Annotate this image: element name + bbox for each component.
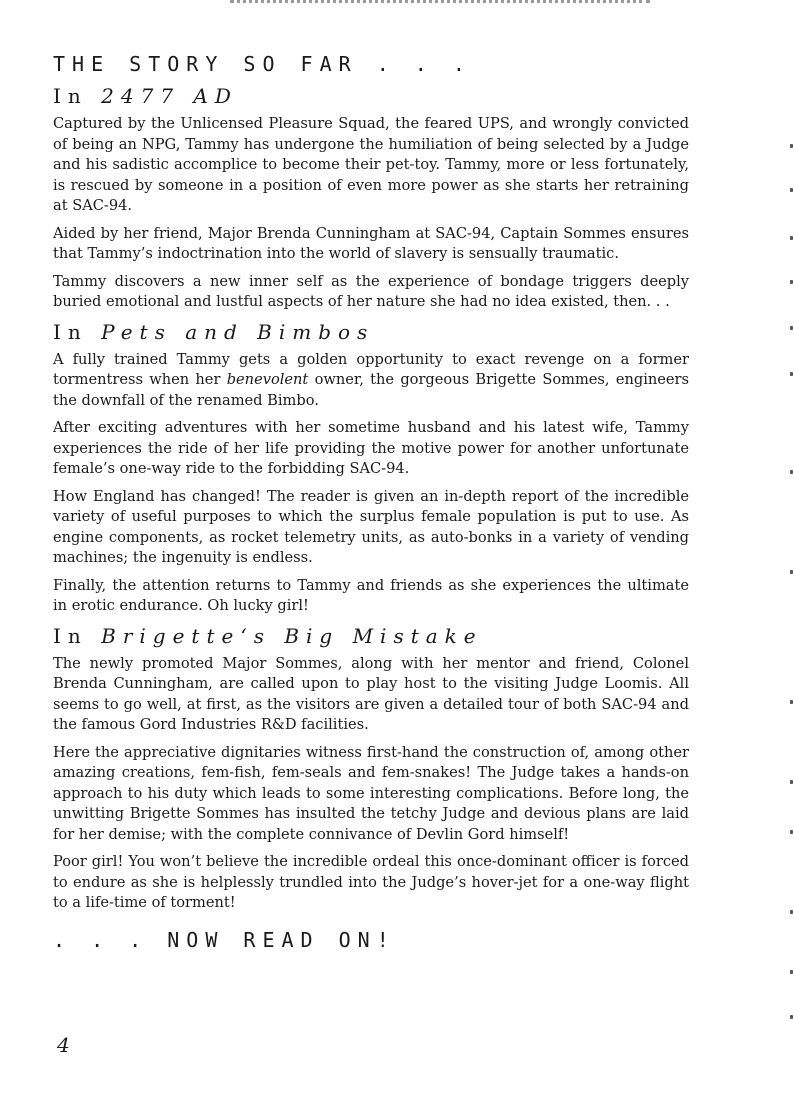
scan-edge-marks-right	[788, 140, 794, 1040]
paragraph-text: owner, the gorgeous Brigette Sommes, engineers the downfall of the renamed Bimbo.	[53, 371, 689, 409]
emphasis-text: benevolent	[226, 371, 309, 388]
paragraph: Aided by her friend, Major Brenda Cunningham at SAC-94, Captain Sommes ensures that Tammy’s indoctrination into the world of slavery is sensually traumatic.	[53, 224, 689, 262]
page-number: 4	[57, 1033, 70, 1057]
section-prefix: In	[53, 84, 88, 108]
section-book-title: Brigette‘s Big Mistake	[101, 623, 483, 648]
section-title-2477-ad	[53, 84, 689, 108]
section-title-pets-and-bimbos	[53, 320, 689, 344]
section-book-title: 2477 AD	[101, 84, 238, 108]
paragraph	[53, 350, 689, 412]
paragraph-text: A fully trained Tammy gets a golden opportunity to exact revenge on a former tormentress when her	[53, 350, 689, 388]
paragraph: Finally, the attention returns to Tammy and friends as she experiences the ultimate in erotic endurance. Oh lucky girl!	[53, 576, 689, 614]
section-title-brigettes-big-mistake	[53, 624, 689, 648]
paragraph: The newly promoted Major Sommes, along with her mentor and friend, Colonel Brenda Cunningham, are called upon to play host to the visiting Judge Loomis. All seems to go well, at first, as the visitors are given a detailed tour of both SAC-94 and the famous Gord Industries R&D facilities.	[53, 654, 689, 733]
scan-edge-marks-top	[230, 0, 650, 7]
page-content	[53, 52, 689, 952]
section-prefix: In	[53, 319, 88, 344]
section-book-title: Pets and Bimbos	[101, 319, 375, 344]
section-prefix: In	[53, 623, 88, 648]
paragraph: Poor girl! You won’t believe the incredible ordeal this once-dominant officer is forced to endure as she is helplessly trundled into the Judge’s hover-jet for a one-way flight to a life-time of torment!	[53, 853, 689, 911]
closing-line: . . . NOW READ ON!	[53, 927, 396, 952]
paragraph: After exciting adventures with her sometime husband and his latest wife, Tammy experiences the ride of her life providing the motive power for another unfortunate female’s one-way ride to the forbidding SAC-94.	[53, 419, 689, 477]
page-heading: THE STORY SO FAR . . .	[53, 52, 472, 76]
paragraph: How England has changed! The reader is given an in-depth report of the incredible variety of useful purposes to which the surplus female population is put to use. As engine components, as rocket telemetry units, as auto-bonks in a variety of vending machines; the ingenuity is endless.	[53, 487, 689, 566]
paragraph: Tammy discovers a new inner self as the experience of bondage triggers deeply buried emotional and lustful aspects of her nature she had no idea existed, then. . .	[53, 272, 689, 310]
paragraph: Captured by the Unlicensed Pleasure Squad, the feared UPS, and wrongly convicted of being an NPG, Tammy has undergone the humiliation of being selected by a Judge and his sadistic accomplice to become their pet-toy. Tammy, more or less fortunately, is rescued by someone in a position of even more power as she starts her retraining at SAC-94.	[53, 115, 689, 214]
paragraph: Here the appreciative dignitaries witness first-hand the construction of, among other amazing creations, fem-fish, fem-seals and fem-snakes! The Judge takes a hands-on approach to his duty which leads to some interesting complications. Before long, the unwitting Brigette Sommes has insulted the tetchy Judge and devious plans are laid for her demise; with the complete connivance of Devlin Gord himself!	[53, 743, 689, 843]
